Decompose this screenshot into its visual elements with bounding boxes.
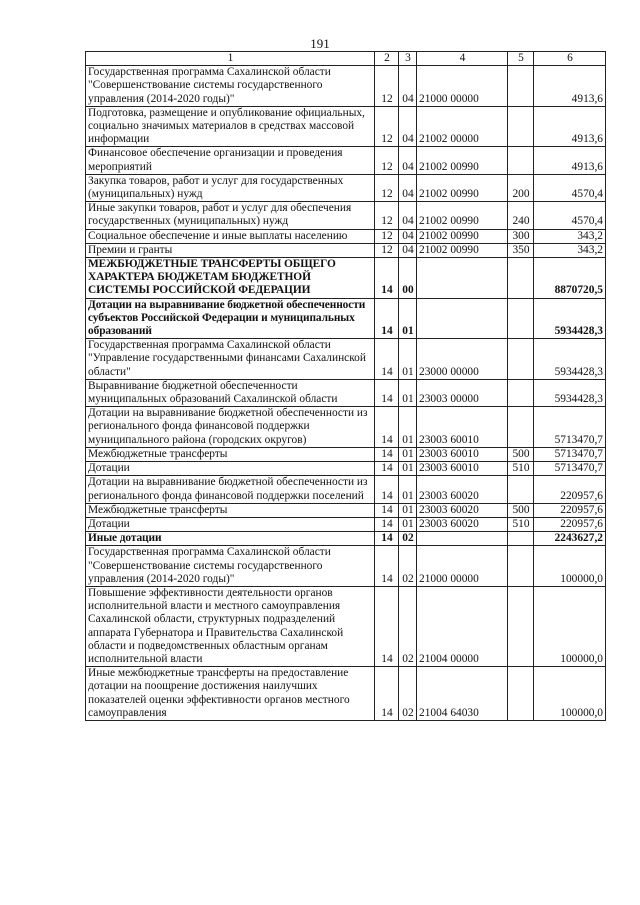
amount: 5713470,7 <box>534 462 606 476</box>
expense-type-code <box>508 546 534 587</box>
row-name: Государственная программа Сахалинской области "Управление государственными финансами Сахалинской области" <box>86 339 375 380</box>
table-row <box>86 202 606 229</box>
section-code: 14 <box>375 462 399 476</box>
row-name: Повышение эффективности деятельности органов исполнительной власти и местного самоуправления Сахалинской области, структурных подразделений аппарата Губернатора и Правительства Сахалинской области и подведомственных областным органам исполнительной власти <box>86 586 375 666</box>
section-code: 12 <box>375 106 399 147</box>
subsection-code: 04 <box>399 147 417 174</box>
row-name: Иные закупки товаров, работ и услуг для обеспечения государственных (муниципальных) нужд <box>86 202 375 229</box>
expense-type-code <box>508 339 534 380</box>
column-header: 6 <box>534 52 606 66</box>
row-name: Дотации <box>86 517 375 531</box>
target-article-code: 21004 00000 <box>417 586 508 666</box>
section-code: 12 <box>375 147 399 174</box>
row-name: Дотации на выравнивание бюджетной обеспеченности из регионального фонда финансовой поддержки поселений <box>86 476 375 503</box>
subsection-code: 04 <box>399 106 417 147</box>
amount: 343,2 <box>534 243 606 257</box>
amount: 343,2 <box>534 229 606 243</box>
section-code: 12 <box>375 174 399 201</box>
row-name: Межбюджетные трансферты <box>86 447 375 461</box>
expense-type-code <box>508 147 534 174</box>
table-row <box>86 174 606 201</box>
subsection-code: 01 <box>399 407 417 448</box>
subsection-code: 02 <box>399 532 417 546</box>
row-name: Премии и гранты <box>86 243 375 257</box>
amount: 4913,6 <box>534 106 606 147</box>
section-code: 14 <box>375 476 399 503</box>
table-row <box>86 667 606 721</box>
subsection-code: 02 <box>399 667 417 721</box>
target-article-code: 23003 60020 <box>417 517 508 531</box>
table-row <box>86 532 606 546</box>
target-article-code <box>417 532 508 546</box>
amount: 8870720,5 <box>534 258 606 299</box>
amount: 5934428,3 <box>534 339 606 380</box>
amount: 5934428,3 <box>534 379 606 406</box>
table-row <box>86 298 606 339</box>
row-name: Межбюджетные трансферты <box>86 503 375 517</box>
target-article-code: 21000 00000 <box>417 66 508 107</box>
section-code: 14 <box>375 258 399 299</box>
row-name: Дотации <box>86 462 375 476</box>
target-article-code: 23003 60010 <box>417 407 508 448</box>
subsection-code: 01 <box>399 379 417 406</box>
row-name: Государственная программа Сахалинской области "Совершенствование системы государственного управления (2014-2020 годы)" <box>86 66 375 107</box>
section-code: 14 <box>375 532 399 546</box>
target-article-code: 21002 00990 <box>417 174 508 201</box>
subsection-code: 04 <box>399 243 417 257</box>
section-code: 14 <box>375 379 399 406</box>
amount: 100000,0 <box>534 586 606 666</box>
section-code: 14 <box>375 503 399 517</box>
budget-table-body <box>86 52 606 721</box>
row-name: Дотации на выравнивание бюджетной обеспеченности из регионального фонда финансовой поддержки муниципального района (городских округов) <box>86 407 375 448</box>
section-code: 14 <box>375 298 399 339</box>
target-article-code: 21002 00990 <box>417 202 508 229</box>
section-code: 14 <box>375 407 399 448</box>
column-header: 3 <box>399 52 417 66</box>
subsection-code: 01 <box>399 447 417 461</box>
amount: 5934428,3 <box>534 298 606 339</box>
table-row <box>86 517 606 531</box>
target-article-code: 21002 00000 <box>417 106 508 147</box>
expense-type-code: 350 <box>508 243 534 257</box>
amount: 220957,6 <box>534 517 606 531</box>
target-article-code: 21002 00990 <box>417 229 508 243</box>
section-code: 14 <box>375 339 399 380</box>
column-header: 2 <box>375 52 399 66</box>
subsection-code: 04 <box>399 229 417 243</box>
expense-type-code: 300 <box>508 229 534 243</box>
table-row <box>86 258 606 299</box>
section-code: 12 <box>375 202 399 229</box>
row-name: Иные дотации <box>86 532 375 546</box>
table-row <box>86 243 606 257</box>
budget-table <box>85 51 606 721</box>
row-name: Иные межбюджетные трансферты на предоставление дотации на поощрение достижения наилучших показателей оценки эффективности органов местного самоуправления <box>86 667 375 721</box>
table-row <box>86 462 606 476</box>
section-code: 12 <box>375 66 399 107</box>
target-article-code: 23003 60020 <box>417 476 508 503</box>
subsection-code: 01 <box>399 503 417 517</box>
row-name: Социальное обеспечение и иные выплаты населению <box>86 229 375 243</box>
target-article-code: 21000 00000 <box>417 546 508 587</box>
table-row <box>86 476 606 503</box>
table-header-row <box>86 52 606 66</box>
target-article-code: 21002 00990 <box>417 147 508 174</box>
expense-type-code <box>508 106 534 147</box>
target-article-code: 23003 00000 <box>417 379 508 406</box>
section-code: 14 <box>375 546 399 587</box>
subsection-code: 02 <box>399 586 417 666</box>
row-name: Финансовое обеспечение организации и проведения мероприятий <box>86 147 375 174</box>
expense-type-code: 510 <box>508 517 534 531</box>
table-row <box>86 546 606 587</box>
table-row <box>86 339 606 380</box>
table-row <box>86 106 606 147</box>
target-article-code: 23000 00000 <box>417 339 508 380</box>
amount: 4913,6 <box>534 66 606 107</box>
section-code: 12 <box>375 243 399 257</box>
expense-type-code <box>508 298 534 339</box>
subsection-code: 04 <box>399 66 417 107</box>
subsection-code: 04 <box>399 202 417 229</box>
amount: 100000,0 <box>534 667 606 721</box>
expense-type-code: 500 <box>508 447 534 461</box>
column-header: 1 <box>86 52 375 66</box>
column-header: 4 <box>417 52 508 66</box>
expense-type-code <box>508 586 534 666</box>
expense-type-code: 200 <box>508 174 534 201</box>
expense-type-code: 510 <box>508 462 534 476</box>
amount: 4570,4 <box>534 174 606 201</box>
target-article-code <box>417 298 508 339</box>
table-row <box>86 586 606 666</box>
subsection-code: 01 <box>399 462 417 476</box>
amount: 2243627,2 <box>534 532 606 546</box>
amount: 220957,6 <box>534 476 606 503</box>
subsection-code: 01 <box>399 298 417 339</box>
expense-type-code <box>508 258 534 299</box>
subsection-code: 00 <box>399 258 417 299</box>
section-code: 12 <box>375 229 399 243</box>
expense-type-code: 500 <box>508 503 534 517</box>
row-name: Дотации на выравнивание бюджетной обеспеченности субъектов Российской Федерации и муниципальных образований <box>86 298 375 339</box>
row-name: Подготовка, размещение и опубликование официальных, социально значимых материалов в средствах массовой информации <box>86 106 375 147</box>
table-row <box>86 229 606 243</box>
amount: 5713470,7 <box>534 447 606 461</box>
table-row <box>86 447 606 461</box>
target-article-code <box>417 258 508 299</box>
row-name: Выравнивание бюджетной обеспеченности муниципальных образований Сахалинской области <box>86 379 375 406</box>
amount: 5713470,7 <box>534 407 606 448</box>
section-code: 14 <box>375 667 399 721</box>
subsection-code: 01 <box>399 517 417 531</box>
table-row <box>86 503 606 517</box>
section-code: 14 <box>375 517 399 531</box>
amount: 4913,6 <box>534 147 606 174</box>
row-name: Закупка товаров, работ и услуг для государственных (муниципальных) нужд <box>86 174 375 201</box>
subsection-code: 01 <box>399 339 417 380</box>
table-row <box>86 379 606 406</box>
column-header: 5 <box>508 52 534 66</box>
page-number: 191 <box>310 36 330 51</box>
target-article-code: 23003 60010 <box>417 462 508 476</box>
amount: 4570,4 <box>534 202 606 229</box>
expense-type-code <box>508 476 534 503</box>
expense-type-code <box>508 379 534 406</box>
table-row <box>86 66 606 107</box>
table-row <box>86 147 606 174</box>
target-article-code: 23003 60020 <box>417 503 508 517</box>
table-row <box>86 407 606 448</box>
target-article-code: 23003 60010 <box>417 447 508 461</box>
subsection-code: 02 <box>399 546 417 587</box>
section-code: 14 <box>375 447 399 461</box>
section-code: 14 <box>375 586 399 666</box>
row-name: МЕЖБЮДЖЕТНЫЕ ТРАНСФЕРТЫ ОБЩЕГО ХАРАКТЕРА БЮДЖЕТАМ БЮДЖЕТНОЙ СИСТЕМЫ РОССИЙСКОЙ ФЕДЕРАЦИИ <box>86 258 375 299</box>
expense-type-code <box>508 532 534 546</box>
expense-type-code <box>508 667 534 721</box>
expense-type-code: 240 <box>508 202 534 229</box>
subsection-code: 01 <box>399 476 417 503</box>
expense-type-code <box>508 407 534 448</box>
row-name: Государственная программа Сахалинской области "Совершенствование системы государственного управления (2014-2020 годы)" <box>86 546 375 587</box>
target-article-code: 21002 00990 <box>417 243 508 257</box>
subsection-code: 04 <box>399 174 417 201</box>
amount: 100000,0 <box>534 546 606 587</box>
target-article-code: 21004 64030 <box>417 667 508 721</box>
amount: 220957,6 <box>534 503 606 517</box>
expense-type-code <box>508 66 534 107</box>
